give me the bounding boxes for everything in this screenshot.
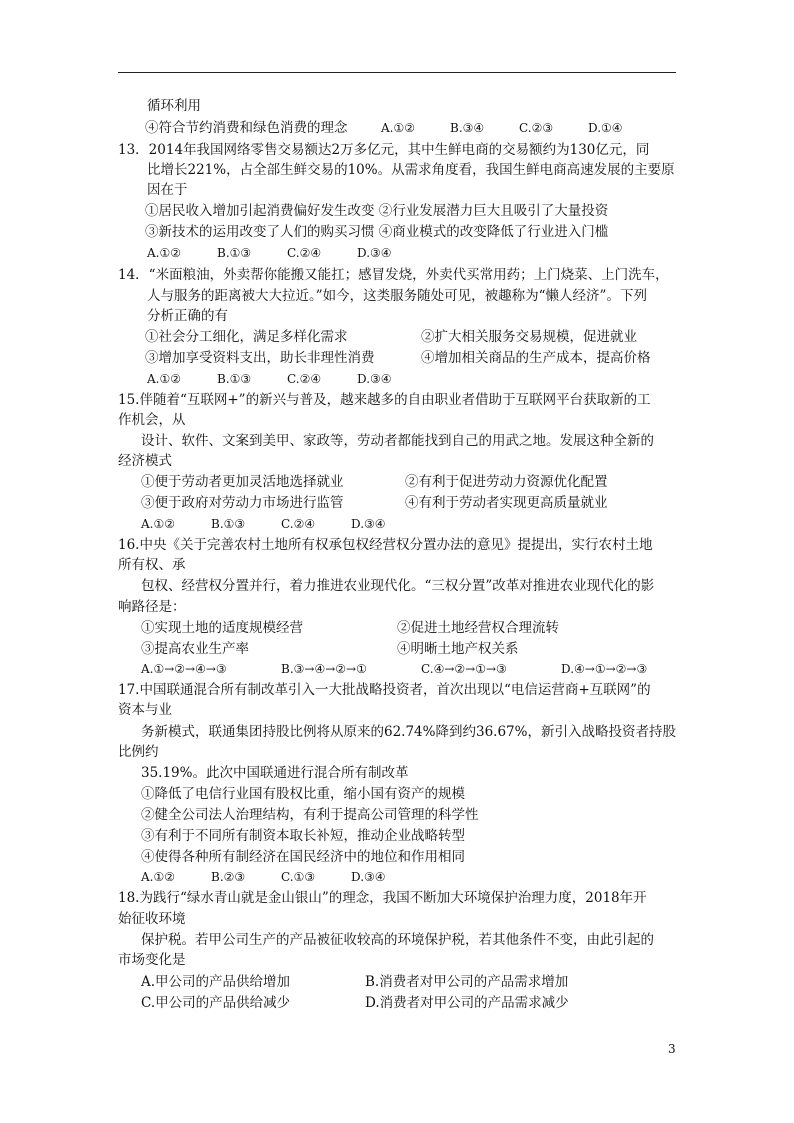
q18-option-b: B.消费者对甲公司的产品需求增加: [365, 974, 569, 990]
answer-choice: C.②④: [281, 517, 316, 531]
answer-choice: A.①②: [141, 517, 175, 531]
answer-choice: D.③④: [351, 870, 386, 884]
answer-choice: B.②③: [211, 870, 246, 884]
q14-option-4: ④增加相关商品的生产成本，提高价格: [421, 350, 651, 366]
q17-stem: 务新模式，联通集团持股比例将从原来的62.74%降到约36.67%，新引入战略投资者持股: [141, 724, 676, 740]
q17-option-1: ①降低了电信行业国有股权比重，缩小国有资产的规模: [141, 786, 465, 802]
q15-option-4: ④有利于劳动者实现更高质量就业: [405, 495, 608, 511]
answer-choice: A.①→②→④→③: [141, 662, 227, 676]
q15-option-3: ③便于政府对劳动力市场进行监管: [141, 495, 344, 511]
q16-stem: 16.中央《关于完善农村土地所有权承包权经营权分置办法的意见》提提出，实行农村土地: [118, 537, 653, 553]
answer-choice: D.③④: [351, 517, 386, 531]
q13-stem: 13．2014年我国网络零售交易额达2万多亿元，其中生鲜电商的交易额约为130亿元，同: [118, 142, 650, 158]
q16-stem: 所有权、承: [118, 557, 186, 573]
q18-option-a: A.甲公司的产品供给增加: [141, 974, 291, 990]
q13-options-row: ①居民收入增加引起消费偏好发生改变 ②行业发展潜力巨大且吸引了大量投资: [145, 203, 609, 219]
q18-option-d: D.消费者对甲公司的产品需求减少: [365, 995, 569, 1011]
answer-choice: C.①③: [281, 870, 316, 884]
answer-choice: C.②③: [519, 121, 554, 135]
q15-stem: 经济模式: [118, 453, 172, 469]
answer-choice: A.①②: [147, 246, 181, 260]
q18-stem: 市场变化是: [118, 952, 186, 968]
page-number: 3: [668, 1042, 676, 1056]
q14-option-3: ③增加享受资料支出，助长非理性消费: [145, 350, 375, 366]
q16-stem: 响路径是：: [118, 599, 186, 615]
answer-choice: B.①③: [217, 372, 252, 386]
answer-choice: D.④→①→②→③: [561, 662, 648, 676]
q18-stem: 保护税。若甲公司生产的产品被征收较高的环境保护税，若其他条件不变，由此引起的: [141, 932, 654, 948]
q13-stem: 因在于: [147, 182, 188, 198]
answer-choice: A.①②: [381, 121, 415, 135]
answer-choice: A.①②: [141, 870, 175, 884]
q15-stem: 15.伴随着“互联网+”的新兴与普及，越来越多的自由职业者借助于互联网平台获取新的工: [118, 392, 651, 408]
q17-option-2: ②健全公司法人治理结构，有利于提高公司管理的科学性: [141, 807, 479, 823]
q16-option-4: ④明晰土地产权关系: [397, 641, 519, 657]
q15-stem: 设计、软件、文案到美甲、家政等，劳动者都能找到自己的用武之地。发展这种全新的: [141, 433, 654, 449]
answer-choice: A.①②: [147, 372, 181, 386]
q16-option-2: ②促进土地经营权合理流转: [397, 620, 559, 636]
answer-choice: B.①③: [211, 517, 246, 531]
answer-choice: D.③④: [357, 372, 392, 386]
header-rule: [118, 72, 676, 73]
answer-choice: D.③④: [357, 246, 392, 260]
q14-option-1: ①社会分工细化，满足多样化需求: [145, 329, 348, 345]
q14-option-2: ②扩大相关服务交易规模，促进就业: [421, 329, 637, 345]
q14-stem: 分析正确的有: [147, 308, 228, 324]
q12-option-3-cont: 循环利用: [147, 98, 201, 114]
q16-option-1: ①实现土地的适度规模经营: [141, 620, 303, 636]
q13-options-row: ③新技术的运用改变了人们的购买习惯 ④商业模式的改变降低了行业进入门槛: [145, 224, 609, 240]
q14-stem: 人与服务的距离被大大拉近。”如今，这类服务随处可见，被趣称为“懒人经济”。下列: [147, 288, 647, 304]
q18-stem: 18.为践行“绿水青山就是金山银山”的理念，我国不断加大环境保护治理力度，2018年开: [118, 890, 647, 906]
q17-option-3: ③有利于不同所有制资本取长补短，推动企业战略转型: [141, 828, 465, 844]
answer-choice: C.④→②→①→③: [421, 662, 507, 676]
q15-stem: 作机会，从: [118, 412, 186, 428]
answer-choice: B.③④: [450, 121, 485, 135]
answer-choice: C.②④: [287, 246, 322, 260]
q17-option-4: ④使得各种所有制经济在国民经济中的地位和作用相同: [141, 849, 465, 865]
q17-stem: 比例约: [118, 744, 159, 760]
q16-option-3: ③提高农业生产率: [141, 641, 249, 657]
answer-choice: B.①③: [217, 246, 252, 260]
q14-stem: 14．“米面粮油，外卖帮你能搬又能扛；感冒发烧，外卖代买常用药；上门烧菜、上门洗车，: [118, 267, 669, 283]
answer-choice: C.②④: [287, 372, 322, 386]
q17-stem: 17.中国联通混合所有制改革引入一大批战略投资者，首次出现以“电信运营商+互联网”的: [118, 682, 651, 698]
q15-option-2: ②有利于促进劳动力资源优化配置: [405, 474, 608, 490]
q17-stem: 资本与业: [118, 702, 172, 718]
q13-stem: 比增长221%，占全部生鲜交易的10%。从需求角度看，我国生鲜电商高速发展的主要原: [147, 162, 675, 178]
q18-stem: 始征收环境: [118, 911, 186, 927]
q17-stem: 35.19%。此次中国联通进行混合所有制改革: [141, 765, 409, 781]
q15-option-1: ①便于劳动者更加灵活地选择就业: [141, 474, 344, 490]
q12-option-4: ④符合节约消费和绿色消费的理念: [145, 120, 348, 136]
q16-stem: 包权、经营权分置并行，着力推进农业现代化。“三权分置”改革对推进农业现代化的影: [141, 578, 655, 594]
answer-choice: D.①④: [588, 121, 623, 135]
answer-choice: B.③→④→②→①: [281, 662, 367, 676]
q18-option-c: C.甲公司的产品供给减少: [141, 995, 291, 1011]
